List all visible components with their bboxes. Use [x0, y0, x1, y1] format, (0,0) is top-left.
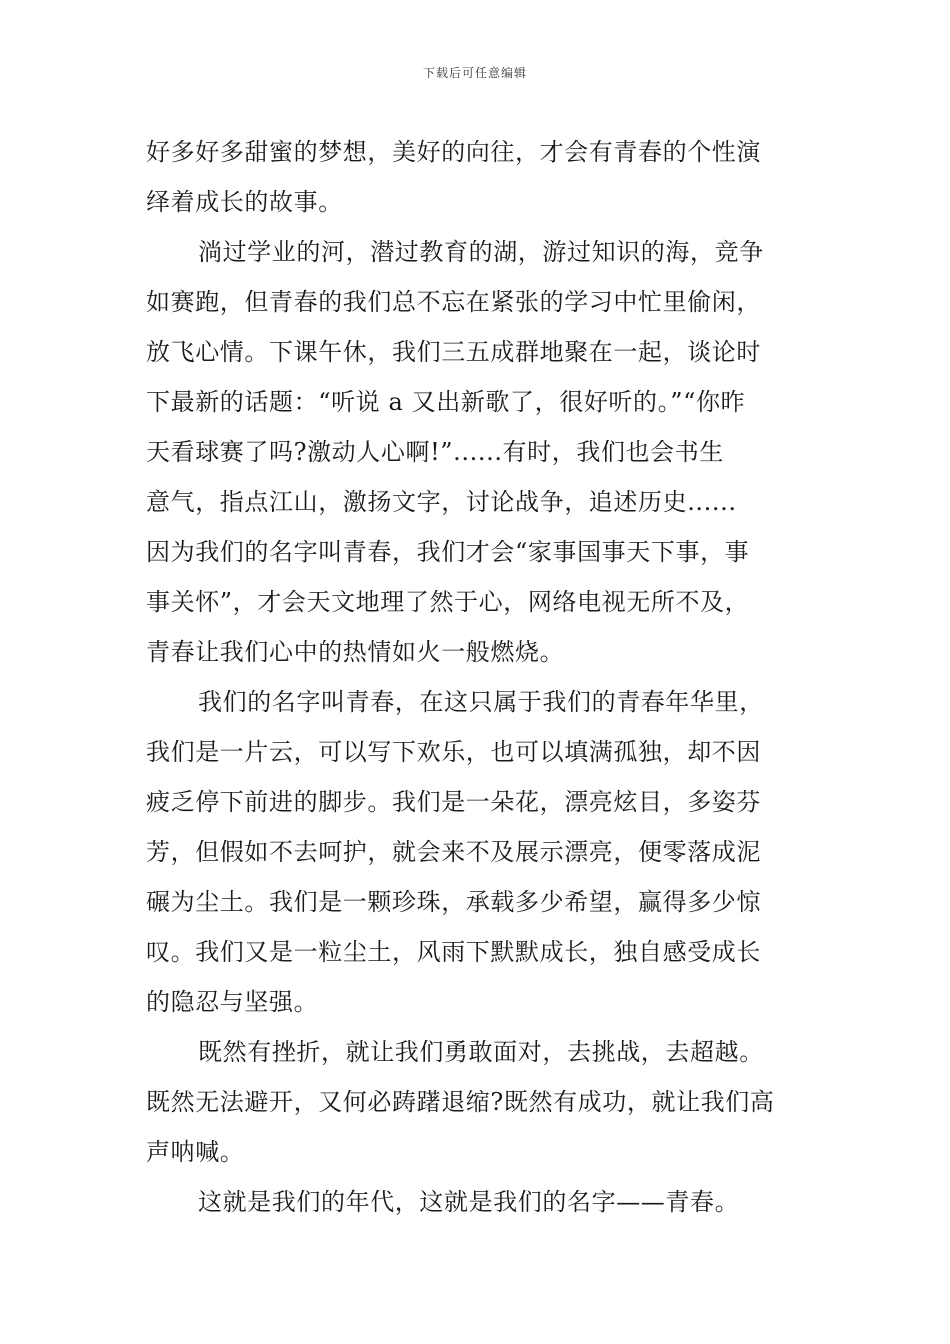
text-line: 天看球赛了吗?激动人心啊!”......有时，我们也会书生	[146, 438, 724, 466]
paragraph-start-line: 我们的名字叫青春，在这只属于我们的青春年华里，	[198, 688, 764, 716]
text-line: 如赛跑，但青春的我们总不忘在紧张的学习中忙里偷闲，	[146, 288, 761, 316]
text-line: 芳，但假如不去呵护，就会来不及展示漂亮，便零落成泥	[146, 838, 761, 866]
text-line: 疲乏停下前进的脚步。我们是一朵花，漂亮炫目，多姿芬	[146, 788, 761, 816]
text-line: 下最新的话题：“听说 a 又出新歌了，很好听的。”“你昨	[146, 388, 746, 416]
text-line: 放飞心情。下课午休，我们三五成群地聚在一起，谈论时	[146, 338, 761, 366]
text-line: 事关怀”，才会天文地理了然于心，网络电视无所不及，	[146, 588, 750, 616]
text-line: 叹。我们又是一粒尘土，风雨下默默成长，独自感受成长	[146, 938, 761, 966]
page-header: 下载后可任意编辑	[422, 66, 527, 80]
text-line: 的隐忍与坚强。	[146, 988, 319, 1016]
body-text	[146, 127, 808, 1227]
text-line: 因为我们的名字叫青春，我们才会“家事国事天下事，事	[146, 538, 750, 566]
text-line: 绎着成长的故事。	[146, 188, 343, 216]
text-line: 意气，指点江山，激扬文字，讨论战争，追述历史......	[146, 488, 737, 516]
paragraph-start-line: 这就是我们的年代，这就是我们的名字——青春。	[198, 1188, 740, 1216]
text-line: 我们是一片云，可以写下欢乐，也可以填满孤独，却不因	[146, 738, 761, 766]
text-line: 既然无法避开，又何必踌躇退缩?既然有成功，就让我们高	[146, 1088, 775, 1116]
text-line: 青春让我们心中的热情如火一般燃烧。	[146, 638, 565, 666]
text-line: 声呐喊。	[146, 1138, 245, 1166]
text-line: 碾为尘土。我们是一颗珍珠，承载多少希望，赢得多少惊	[146, 888, 761, 916]
paragraph-start-line: 既然有挫折，就让我们勇敢面对，去挑战，去超越。	[198, 1038, 764, 1066]
paragraph-start-line: 淌过学业的河，潜过教育的湖，游过知识的海，竞争	[198, 238, 764, 266]
text-line: 好多好多甜蜜的梦想，美好的向往，才会有青春的个性演	[146, 138, 761, 166]
